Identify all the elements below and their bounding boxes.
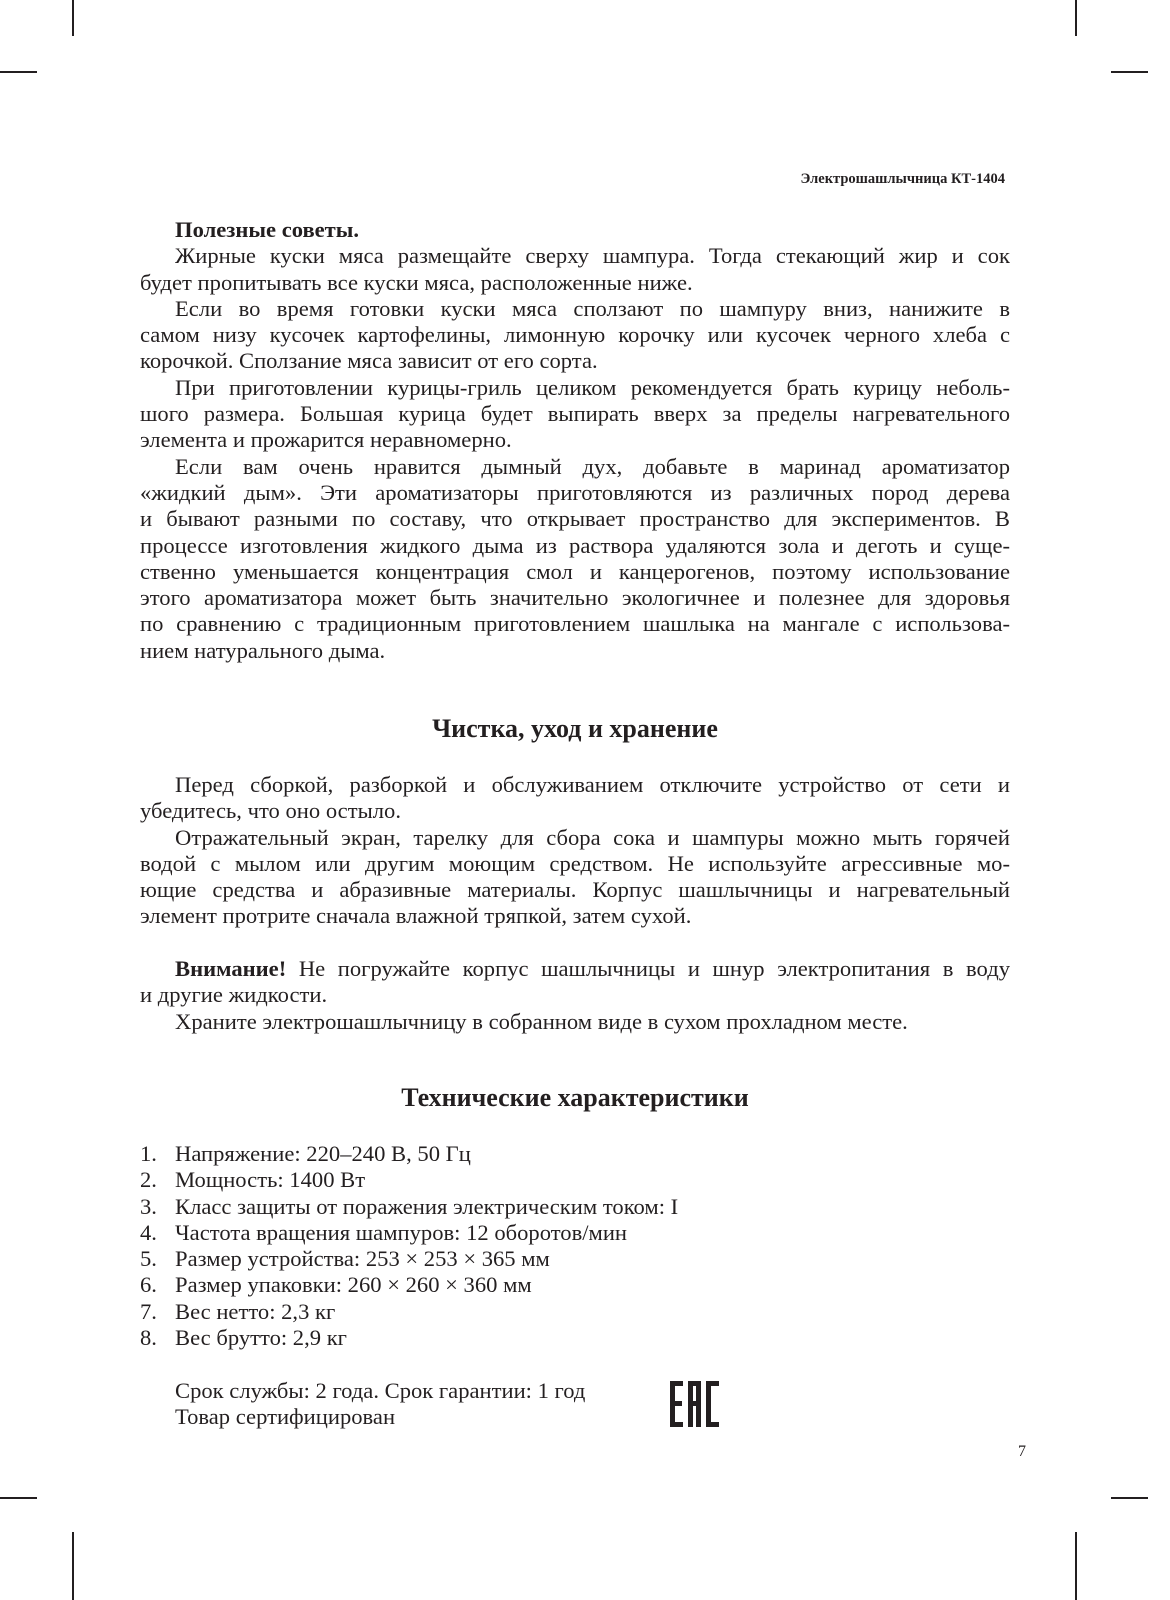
paragraph-line: ющие средства и абразивные материалы. Корпус шашлычницы и нагревательный <box>140 877 1010 903</box>
spec-item <box>140 1272 1010 1298</box>
warning-line: и другие жидкости. <box>140 982 328 1008</box>
paragraph-line: ственно уменьшается концентрация смол и канцерогенов, поэтому использование <box>140 558 1010 584</box>
spec-text: Размер упаковки: 260 × 260 × 360 мм <box>175 1272 532 1298</box>
eac-logo <box>670 1381 722 1427</box>
paragraph-line: процессе изготовления жидкого дыма из раствора удаляются зола и деготь и суще- <box>140 532 1010 558</box>
crop-mark <box>1111 71 1148 73</box>
spec-text: Частота вращения шампуров: 12 оборотов/мин <box>175 1219 628 1245</box>
paragraph-line: При приготовлении курицы-гриль целиком рекомендуется брать курицу неболь- <box>175 374 1010 400</box>
spec-item <box>140 1325 1010 1351</box>
spec-number: 1. <box>140 1141 157 1166</box>
cleaning-body <box>140 772 1010 930</box>
paragraph-line: Перед сборкой, разборкой и обслуживанием отключите устройство от сети и <box>175 772 1010 797</box>
spec-number: 5. <box>140 1246 157 1272</box>
crop-mark <box>1111 1497 1148 1499</box>
cleaning-heading: Чистка, уход и хранение <box>432 714 718 743</box>
paragraph-line: водой с мылом или другим моющим средством. Не используйте агрессивные мо- <box>140 850 1010 876</box>
crop-mark <box>1075 0 1077 36</box>
tips-title: Полезные советы. <box>175 217 360 242</box>
paragraph-line: и бывают разными по составу, что открывает пространство для экспериментов. В <box>140 506 1010 532</box>
paragraph-line: Если вам очень нравится дымный дух, добавьте в маринад ароматизатор <box>175 453 1010 479</box>
paragraph-line: «жидкий дым». Эти ароматизаторы приготовляются из различных пород дерева <box>140 479 1010 505</box>
spec-number: 8. <box>140 1325 157 1351</box>
paragraph-line: по сравнению с традиционным приготовлением шашлыка на мангале с использова- <box>140 611 1010 637</box>
paragraph-line: шого размера. Большая курица будет выпирать вверх за пределы нагревательного <box>140 401 1010 427</box>
spec-item <box>140 1220 1010 1246</box>
tips-body <box>140 243 1010 664</box>
spec-text: Класс защиты от поражения электрическим током: I <box>175 1193 679 1219</box>
paragraph-line: элемента и прожарится неравномерно. <box>140 427 512 453</box>
running-header: Электрошашлычница КТ-1404 <box>800 171 1005 187</box>
spec-item <box>140 1141 1010 1167</box>
spec-text: Вес брутто: 2,9 кг <box>175 1325 347 1351</box>
paragraph-line: нием натурального дыма. <box>140 637 386 663</box>
paragraph-line: Отражательный экран, тарелку для сбора сока и шампуры можно мыть горячей <box>175 824 1010 850</box>
spec-text: Вес нетто: 2,3 кг <box>175 1298 336 1324</box>
crop-mark <box>72 1532 74 1600</box>
spec-number: 2. <box>140 1167 157 1193</box>
spec-item <box>140 1246 1010 1272</box>
specs-heading: Технические характеристики <box>401 1083 749 1112</box>
spec-item <box>140 1299 1010 1325</box>
storage-text: Храните электрошашлычницу в собранном виде в сухом прохладном месте. <box>175 1008 908 1034</box>
paragraph-line: корочкой. Сползание мяса зависит от его сорта. <box>140 348 598 374</box>
service-life: Срок службы: 2 года. Срок гарантии: 1 год <box>175 1378 586 1403</box>
crop-mark <box>72 0 74 36</box>
spec-item <box>140 1194 1010 1220</box>
footer-info <box>140 1378 1010 1431</box>
paragraph-line: элемент протрите сначала влажной тряпкой, затем сухой. <box>140 903 692 929</box>
spec-number: 7. <box>140 1298 157 1324</box>
spec-number: 6. <box>140 1272 157 1298</box>
spec-text: Напряжение: 220–240 В, 50 Гц <box>175 1141 471 1166</box>
paragraph-line: самом низу кусочек картофелины, лимонную корочку или кусочек черного хлеба с <box>140 322 1010 348</box>
warning-text: Не погружайте корпус шашлычницы и шнур электропитания в воду <box>286 956 1010 982</box>
spec-text: Мощность: 1400 Вт <box>175 1167 366 1193</box>
page-number: 7 <box>1018 1443 1026 1460</box>
paragraph-line: Жирные куски мяса размещайте сверху шампура. Тогда стекающий жир и сок <box>175 243 1010 269</box>
crop-mark <box>0 71 37 73</box>
spec-number: 4. <box>140 1219 157 1245</box>
spec-text: Размер устройства: 253 × 253 × 365 мм <box>175 1246 550 1272</box>
certified-text: Товар сертифицирован <box>175 1404 396 1430</box>
paragraph-line: убедитесь, что оно остыло. <box>140 798 401 824</box>
tips-section <box>140 217 1010 664</box>
paragraph-line: будет пропитывать все куски мяса, расположенные ниже. <box>140 269 693 295</box>
crop-mark <box>1075 1532 1077 1600</box>
warning-line <box>140 956 1010 982</box>
paragraph-line: Если во время готовки куски мяса сползают по шампуру вниз, нанижите в <box>175 295 1010 321</box>
paragraph-line: этого ароматизатора может быть значительно экологичнее и полезнее для здоровья <box>140 585 1010 611</box>
specs-list <box>140 1141 1010 1351</box>
spec-item <box>140 1167 1010 1193</box>
crop-mark <box>0 1497 37 1499</box>
spec-number: 3. <box>140 1193 157 1219</box>
warning-label: Внимание! <box>175 956 287 982</box>
cleaning-section <box>140 772 1010 1035</box>
